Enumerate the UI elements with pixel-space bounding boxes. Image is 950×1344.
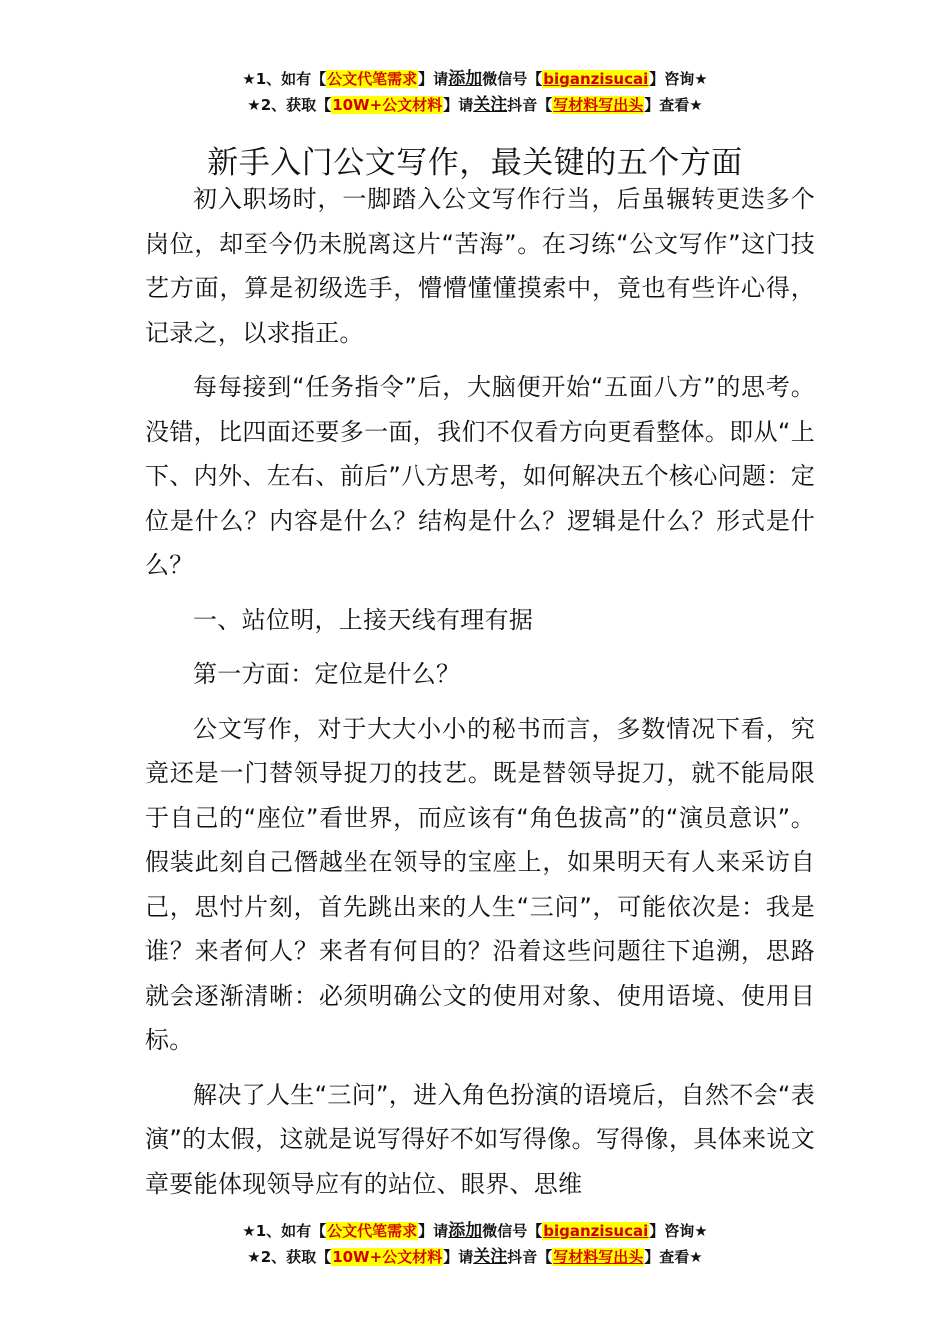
promo-line-2 [0,1244,950,1270]
promo-highlight-douyin-account: 写材料写出头 [553,1248,644,1266]
promo-line-1 [0,1218,950,1244]
footer-promo-banner [0,1218,950,1270]
header-promo-banner [0,66,950,118]
promo-text: 】查看★ [644,1248,703,1266]
subheading-aspect-1: 第一方面：定位是什么？ [193,660,461,688]
paragraph-role-play: 解决了人生“三问”，进入角色扮演的语境后，自然不会“表演”的太假，这就是说写得好不如写得像。写得像，具体来说文章要能体现领导应有的站位、眼界、思维 [145,1080,815,1198]
promo-text: 微信号【 [482,1222,543,1240]
promo-text: 】请 [443,96,474,114]
promo-highlight-douyin-account: 写材料写出头 [553,96,644,114]
paragraph-intro: 初入职场时，一脚踏入公文写作行当，后虽辗转更迭多个岗位，却至今仍未脱离这片“苦海”。在习练“公文写作”这门技艺方面，算是初级选手，懵懵懂懂摸索中，竟也有些许心得，记录之，以求指正。 [145,185,815,347]
promo-line-2 [0,92,950,118]
promo-line-1 [0,66,950,92]
promo-highlight-materials: 10W+公文材料 [332,96,443,114]
promo-underline-add: 添加 [448,69,483,89]
promo-text: ★1、如有【 [242,70,327,88]
promo-highlight-service: 公文代笔需求 [327,70,418,88]
promo-text: 】请 [443,1248,474,1266]
promo-highlight-wechat-id: biganzisucai [543,1222,649,1240]
promo-text: ★2、获取【 [247,96,332,114]
promo-text: 】咨询★ [649,1222,708,1240]
promo-highlight-materials: 10W+公文材料 [332,1248,443,1266]
promo-text: 】咨询★ [649,70,708,88]
promo-underline-follow: 关注 [473,95,508,115]
promo-highlight-service: 公文代笔需求 [327,1222,418,1240]
promo-highlight-wechat-id: biganzisucai [543,70,649,88]
promo-text: 抖音【 [507,96,553,114]
promo-text: 】请 [418,1222,449,1240]
promo-text: 】请 [418,70,449,88]
promo-text: ★1、如有【 [242,1222,327,1240]
paragraph-positioning: 公文写作，对于大大小小的秘书而言，多数情况下看，究竟还是一门替领导捉刀的技艺。既是替领导捉刀，就不能局限于自己的“座位”看世界，而应该有“角色拔高”的“演员意识”。假装此刻自己僭越坐在领导的宝座上，如果明天有人来采访自己，思忖片刻，首先跳出来的人生“三问”，可能依次是：我是谁？来者何人？来者有何目的？沿着这些问题往下追溯，思路就会逐渐清晰：必须明确公文的使用对象、使用语境、使用目标。 [145,714,815,1054]
promo-text: ★2、获取【 [247,1248,332,1266]
promo-text: 抖音【 [507,1248,553,1266]
promo-underline-add: 添加 [448,1221,483,1241]
document-title: 新手入门公文写作，最关键的五个方面 [207,144,743,181]
section-heading-1: 一、站位明，上接天线有理有据 [193,605,534,634]
document-body [145,177,815,1216]
promo-underline-follow: 关注 [473,1247,508,1267]
promo-text: 】查看★ [644,96,703,114]
paragraph-five-aspects: 每每接到“任务指令”后，大脑便开始“五面八方”的思考。没错，比四面还要多一面，我们不仅看方向更看整体。即从“上下、内外、左右、前后”八方思考，如何解决五个核心问题：定位是什么？内容是什么？结构是什么？逻辑是什么？形式是什么？ [145,373,815,579]
promo-text: 微信号【 [482,70,543,88]
